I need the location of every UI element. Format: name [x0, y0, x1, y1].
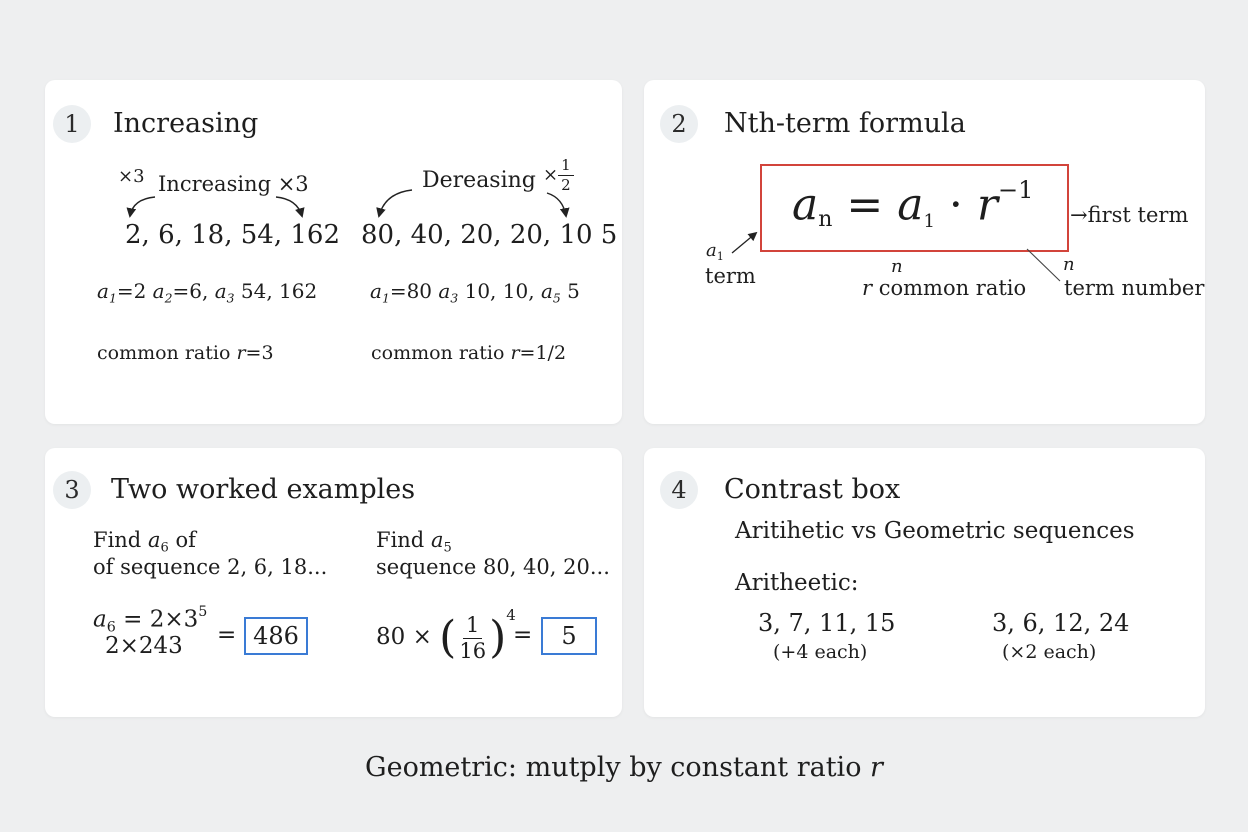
increasing-ratio: common ratio r=3 [97, 342, 274, 364]
example2-answer: 5 [541, 617, 597, 655]
first-term-label: →first term [1070, 203, 1189, 227]
panel-nth-term [644, 80, 1205, 424]
panel1-arrows [45, 80, 622, 424]
increasing-right-arrow [276, 197, 302, 216]
panel-increasing [45, 80, 622, 424]
term-number-label: term number [1064, 276, 1205, 300]
example2-sequence: sequence 80, 40, 20... [376, 555, 610, 579]
decreasing-right-arrow [547, 193, 566, 216]
multiply-label: ×3 [118, 166, 145, 187]
common-ratio-label: r common ratio [862, 276, 1027, 300]
panel-number-badge: 1 [53, 105, 91, 143]
nth-term-formula: an = $a1 \cdot r^{-1}$ [792, 176, 1034, 233]
decreasing-sequence: 80, 40, 20, 20, 10 5 [361, 220, 618, 250]
decreasing-terms: $a_1=80$ $a_3$ 10, 10, $a_5$ 5 [370, 279, 580, 306]
example1-sequence: of sequence 2, 6, 18... [93, 555, 328, 579]
n-label-2: n [1063, 254, 1075, 275]
example2-calculation: 80 × ( $\frac{1}{16}$ )$^4$ [376, 606, 516, 663]
decreasing-ratio: common ratio r=1/2 [371, 342, 567, 364]
example1-equals: = [217, 622, 237, 648]
increasing-left-arrow [130, 197, 155, 216]
decreasing-multiplier: × $\frac{1}{2}$ [543, 158, 574, 193]
panel-title: Nth-term formula [724, 108, 966, 139]
increasing-label: Increasing ×3 [158, 172, 309, 196]
panel-worked-examples [45, 448, 622, 717]
example2-equals: = [513, 622, 533, 648]
geometric-sequence: 3, 6, 12, 24 [992, 609, 1130, 637]
decreasing-left-arrow [379, 190, 412, 216]
arithmetic-sequence: 3, 7, 11, 15 [758, 609, 896, 637]
example1-calculation-step: 2×243 [105, 633, 183, 659]
increasing-terms: $a_1=2$ $a_2=6$, $a_3$ 54, 162 [97, 279, 318, 306]
term-label: term [705, 264, 756, 288]
decreasing-label: Dereasing [422, 168, 536, 193]
footer-caption: Geometric: mutply by constant ratio r [365, 752, 883, 783]
panel2-arrows [644, 80, 1205, 424]
panel-number-badge: 3 [53, 471, 91, 509]
example1-answer: 486 [244, 617, 308, 655]
example1-calculation: $a_6 = 2\times 3^5$ [93, 604, 208, 636]
a1-pointer-arrow [732, 233, 756, 253]
panel-title: Two worked examples [111, 474, 416, 505]
increasing-sequence: 2, 6, 18, 54, 162 [125, 220, 340, 250]
term-number-pointer [1027, 249, 1060, 281]
contrast-label: Aritheetic: [735, 570, 859, 596]
panel-number-badge: 2 [660, 105, 698, 143]
panel-title: Increasing [113, 108, 259, 139]
n-label: n [891, 256, 903, 277]
arithmetic-note: (+4 each) [773, 641, 868, 663]
example1-prompt: Find $a_6$ of [93, 528, 196, 556]
contrast-subtitle: Aritihetic vs Geometric sequences [735, 518, 1135, 544]
a1-label: $a_1$ [706, 240, 724, 263]
panel-number-badge: 4 [660, 471, 698, 509]
panel-contrast-box [644, 448, 1205, 717]
example2-prompt: Find $a_5$ [376, 528, 452, 556]
geometric-note: (×2 each) [1002, 641, 1097, 663]
panel-title: Contrast box [724, 474, 901, 505]
